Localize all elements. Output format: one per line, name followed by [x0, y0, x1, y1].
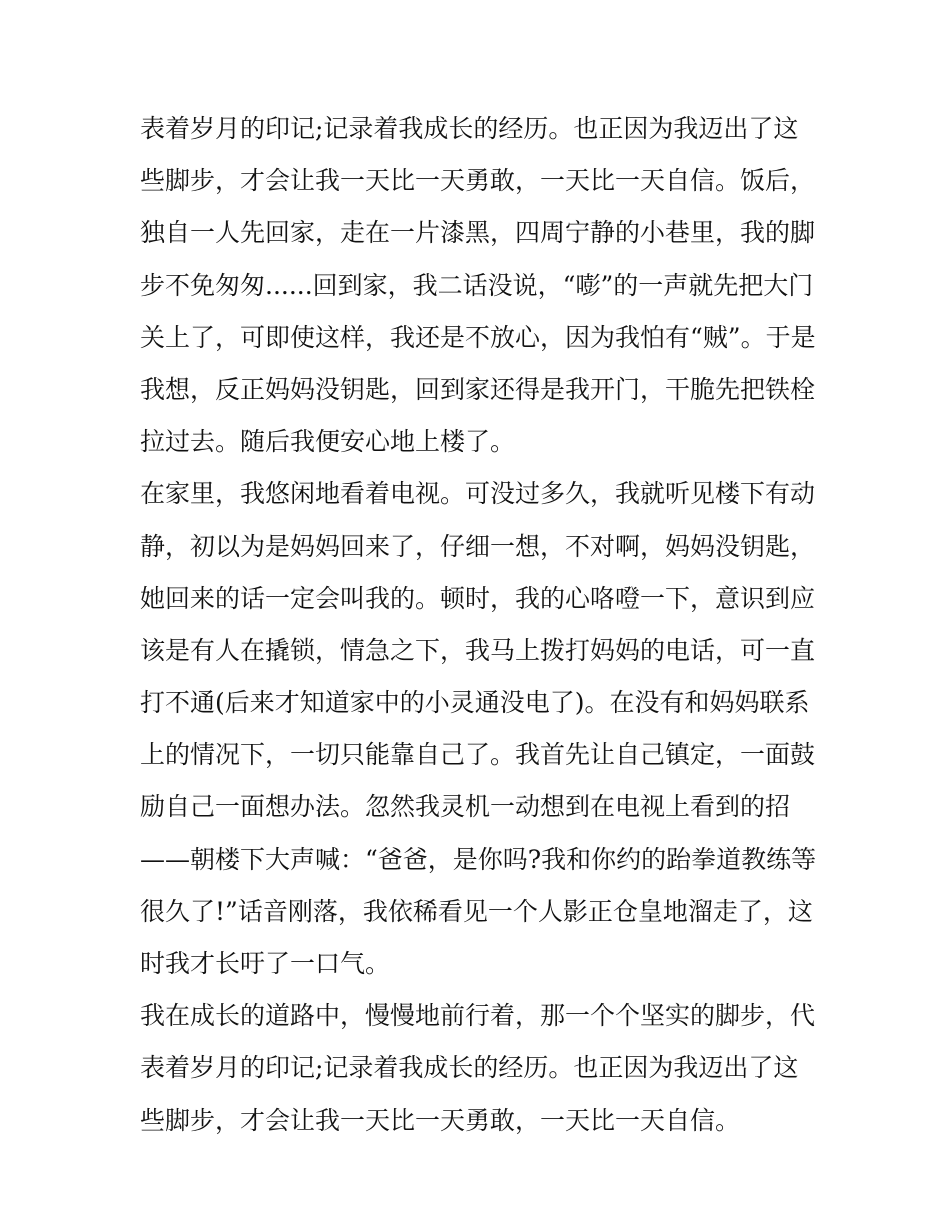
text-line: 上的情况下，一切只能靠自己了。我首先让自己镇定，一面鼓 [140, 740, 816, 770]
text-line: 步不免匆匆......回到家，我二话没说，“嘭”的一声就先把大门 [140, 270, 814, 300]
text-line: 静，初以为是妈妈回来了，仔细一想，不对啊，妈妈没钥匙， [140, 531, 816, 561]
text-line: 拉过去。随后我便安心地上楼了。 [140, 427, 516, 457]
text-line: 励自己一面想办法。忽然我灵机一动想到在电视上看到的招 [140, 792, 791, 822]
text-line: 我想，反正妈妈没钥匙，回到家还得是我开门，干脆先把铁栓 [140, 374, 816, 404]
text-line: 关上了，可即使这样，我还是不放心，因为我怕有“贼”。于是 [140, 322, 816, 352]
text-line: 打不通(后来才知道家中的小灵通没电了)。在没有和妈妈联系 [140, 688, 810, 718]
text-line: 很久了!”话音刚落，我依稀看见一个人影正仓皇地溜走了，这 [140, 896, 813, 926]
text-line: 我在成长的道路中，慢慢地前行着，那一个个坚实的脚步，代 [140, 1001, 816, 1031]
text-line: 该是有人在撬锁，情急之下，我马上拨打妈妈的电话，可一直 [140, 635, 816, 665]
text-line: 些脚步，才会让我一天比一天勇敢，一天比一天自信。饭后， [140, 166, 816, 196]
text-line: 些脚步，才会让我一天比一天勇敢，一天比一天自信。 [140, 1105, 741, 1135]
text-line: 独自一人先回家，走在一片漆黑，四周宁静的小巷里，我的脚 [140, 218, 816, 248]
text-line: 她回来的话一定会叫我的。顿时，我的心咯噔一下，意识到应 [140, 583, 816, 613]
body-text [140, 103, 820, 1147]
text-line: 时我才长吁了一口气。 [140, 949, 391, 978]
text-line: ——朝楼下大声喊：“爸爸，是你吗?我和你约的跆拳道教练等 [140, 844, 817, 874]
text-line: 表着岁月的印记;记录着我成长的经历。也正因为我迈出了这 [140, 1053, 799, 1083]
text-line: 在家里，我悠闲地看着电视。可没过多久，我就听见楼下有动 [140, 479, 816, 509]
text-line: 表着岁月的印记;记录着我成长的经历。也正因为我迈出了这 [140, 114, 799, 143]
